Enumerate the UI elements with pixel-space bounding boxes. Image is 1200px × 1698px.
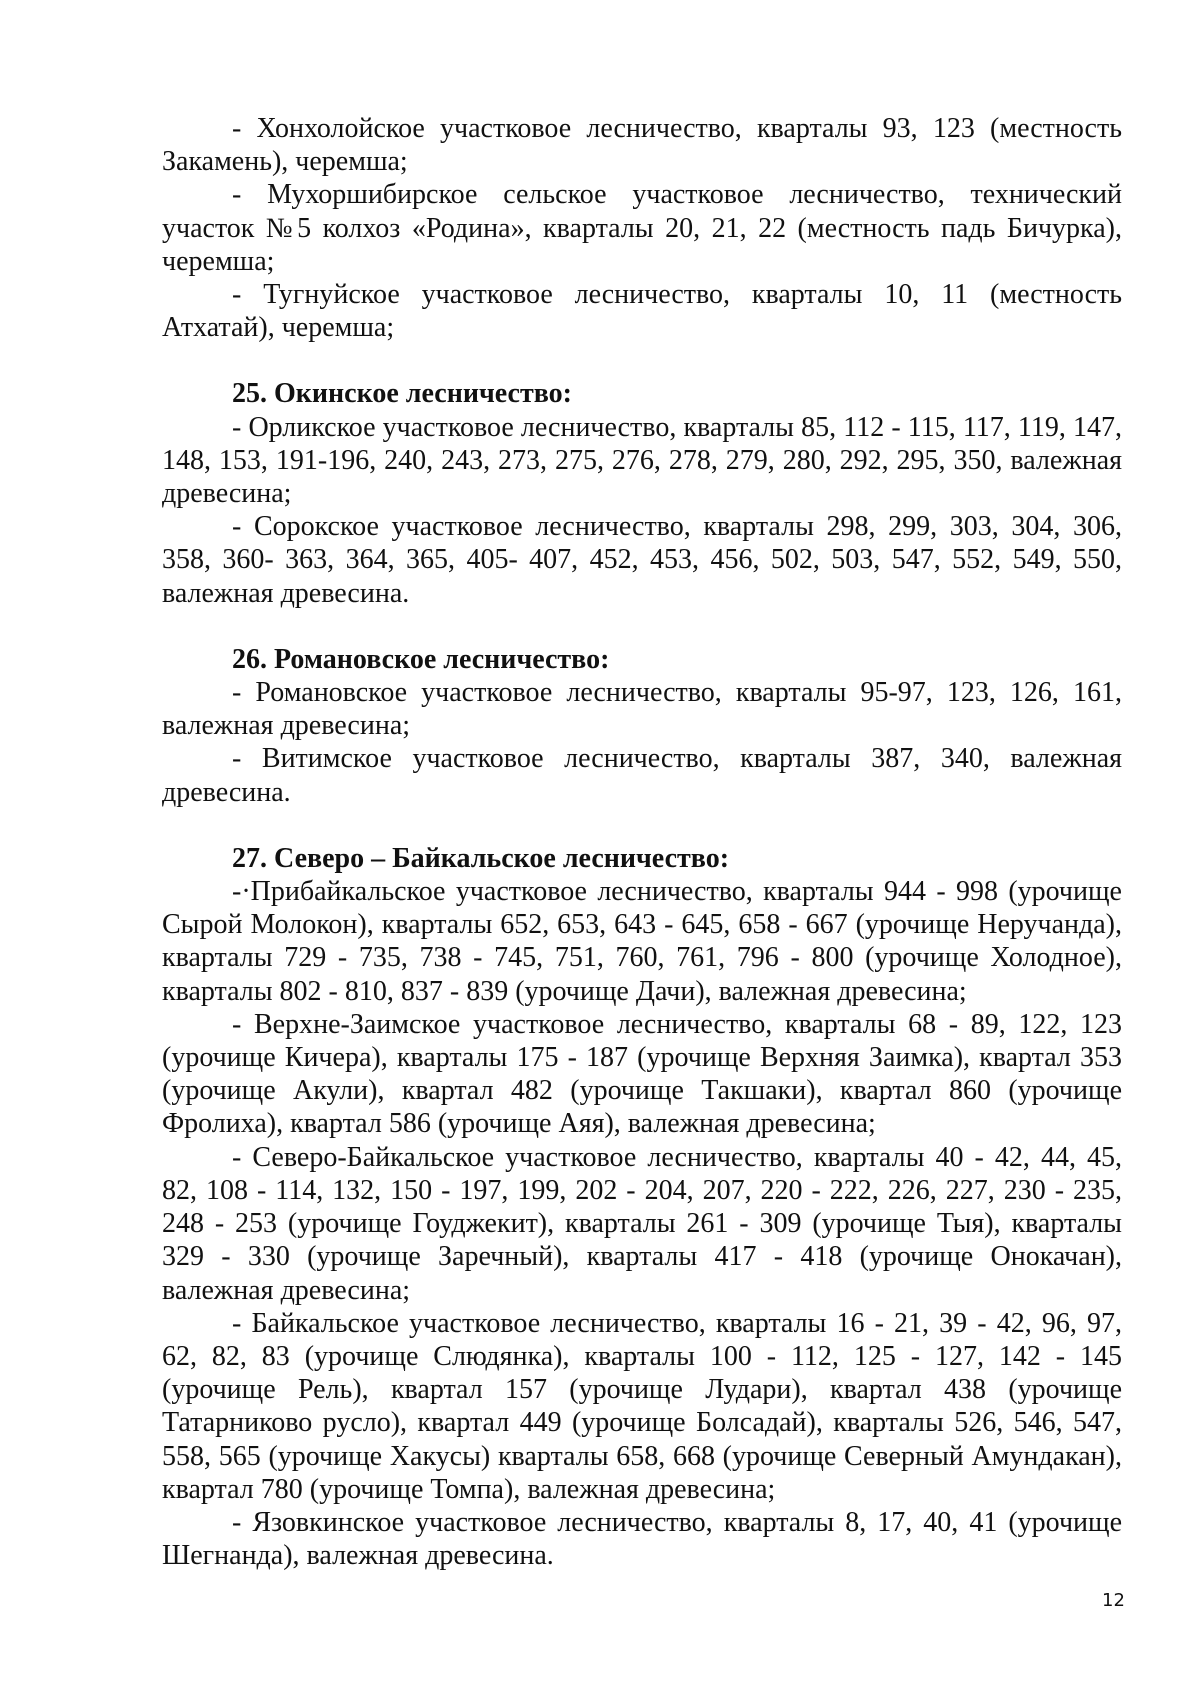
- section-heading: 25. Окинское лесничество:: [232, 378, 572, 410]
- paragraph-yazovkinskoe: - Язовкинское участковое лесничество, кварталы 8, 17, 40, 41 (урочище Шегнанда), валежная древесина.: [162, 1506, 1122, 1572]
- paragraph-baykalskoe: - Байкальское участковое лесничество, кварталы 16 - 21, 39 - 42, 96, 97, 62, 82, 83 (урочище Слюдянка), кварталы 100 - 112, 125 - 127, 142 - 145 (урочище Рель), квартал 157 (урочище Лудари), квартал 438 (урочище Татарниково русло), квартал 449 (урочище Болсадай), кварталы 526, 546, 547, 558, 565 (урочище Хакусы) кварталы 658, 668 (урочище Северный Амундакан), квартал 780 (урочище Томпа), валежная древесина;: [162, 1307, 1122, 1505]
- paragraph-tugnuy: - Тугнуйское участковое лесничество, кварталы 10, 11 (местность Атхатай), черемша;: [162, 279, 1122, 344]
- paragraph-severo-baykalskoe: - Северо-Байкальское участковое лесничество, кварталы 40 - 42, 44, 45, 82, 108 - 114, 132, 150 - 197, 199, 202 - 204, 207, 220 - 222, 226, 227, 230 - 235, 248 - 253 (урочище Гоуджекит), кварталы 261 - 309 (урочище Тыя), кварталы 329 - 330 (урочище Заречный), кварталы 417 - 418 (урочище Онокачан), валежная древесина;: [162, 1141, 1122, 1306]
- section-heading: 27. Северо – Байкальское лесничество:: [232, 842, 730, 874]
- section-severo-baykalskoe: [162, 842, 1122, 1572]
- paragraph-pribaykalskoe: -·Прибайкальское участковое лесничество, кварталы 944 - 998 (урочище Сырой Молокон), кварталы 652, 653, 643 - 645, 658 - 667 (урочище Неручанда), кварталы 729 - 735, 738 - 745, 751, 760, 761, 796 - 800 (урочище Холодное), кварталы 802 - 810, 837 - 839 (урочище Дачи), валежная древесина;: [162, 876, 1122, 1007]
- section-romanovskoe: [162, 643, 1122, 809]
- intro-block: [162, 112, 1122, 344]
- paragraph-mukhorshibir: - Мухоршибирское сельское участковое лесничество, технический участок №5 колхоз «Родина», кварталы 20, 21, 22 (местность падь Бичурка), черемша;: [162, 179, 1122, 277]
- paragraph-vitimskoe: - Витимское участковое лесничество, кварталы 387, 340, валежная древесина.: [162, 743, 1122, 808]
- section-heading: 26. Романовское лесничество:: [232, 643, 610, 675]
- paragraph-khonkholoy: - Хонхолойское участковое лесничество, кварталы 93, 123 (местность Закамень), черемша;: [162, 113, 1122, 178]
- document-page: [162, 112, 1122, 1572]
- page-number: 12: [1102, 1590, 1125, 1611]
- section-okinskoe: [162, 377, 1122, 609]
- paragraph-verkhne-zaimskoe: - Верхне-Заимское участковое лесничество, кварталы 68 - 89, 122, 123 (урочище Кичера), кварталы 175 - 187 (урочище Верхняя Заимка), квартал 353 (урочище Акули), квартал 482 (урочище Такшаки), квартал 860 (урочище Фролиха), квартал 586 (урочище Аяя), валежная древесина;: [162, 1008, 1122, 1140]
- paragraph-romanovskoe: - Романовское участковое лесничество, кварталы 95-97, 123, 126, 161, валежная древесина;: [162, 677, 1122, 742]
- paragraph-orlik: - Орликское участковое лесничество, кварталы 85, 112 - 115, 117, 119, 147, 148, 153, 191-196, 240, 243, 273, 275, 276, 278, 279, 280, 292, 295, 350, валежная древесина;: [162, 411, 1122, 510]
- paragraph-sorok: - Сорокское участковое лесничество, кварталы 298, 299, 303, 304, 306, 358, 360- 363, 364, 365, 405- 407, 452, 453, 456, 502, 503, 547, 552, 549, 550, валежная древесина.: [162, 511, 1122, 609]
